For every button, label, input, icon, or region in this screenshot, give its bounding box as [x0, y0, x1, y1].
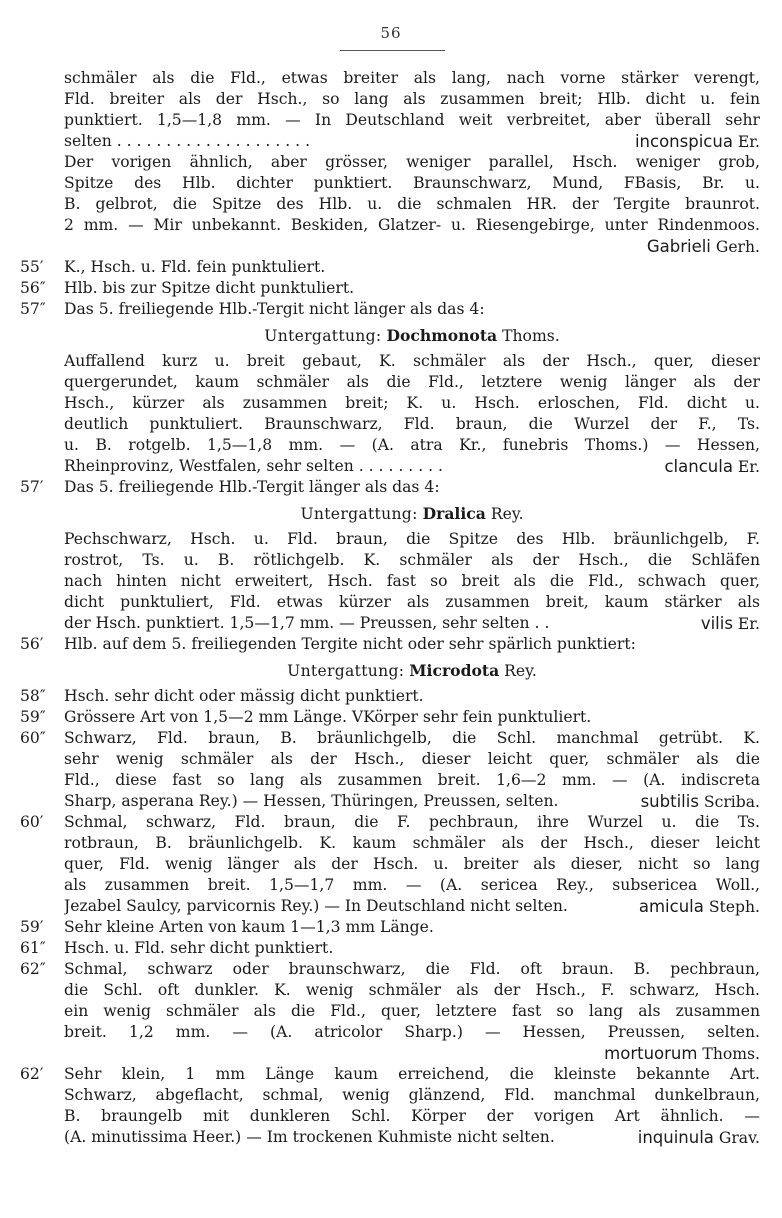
line-text: sehr wenig schmäler als der Hsch., dieser leicht quer, schmäler als die: [64, 750, 760, 768]
text-line: [20, 980, 760, 1001]
text-line: [20, 571, 760, 592]
couplet-number: 55′: [20, 258, 44, 276]
line-content: [64, 686, 760, 707]
species-name: vilis: [700, 614, 733, 633]
text-line: [20, 812, 760, 833]
line-text: (A. minutissima Heer.) — Im trockenen Kuhmiste nicht selten.: [64, 1128, 555, 1146]
line-text: Schwarz, abgeflacht, schmal, wenig glänzend, Fld. manchmal dunkelbraun,: [64, 1086, 760, 1104]
line-text: deutlich punktuliert. Braunschwarz, Fld. braun, die Wurzel der F., Ts.: [64, 415, 760, 433]
text-line: [20, 152, 760, 173]
text-line: [20, 477, 760, 498]
species-name: Gabrieli: [646, 237, 711, 256]
text-line: [20, 1043, 760, 1064]
text-line: [20, 634, 760, 655]
line-content: [64, 89, 760, 110]
line-text: 2 mm. — Mir unbekannt. Beskiden, Glatzer- u. Riesengebirge, unter Rindenmoos.: [64, 216, 760, 234]
line-text: Das 5. freiliegende Hlb.-Tergit nicht länger als das 4:: [64, 300, 485, 318]
line-text: Das 5. freiliegende Hlb.-Tergit länger als das 4:: [64, 478, 440, 496]
line-text: rostrot, Ts. u. B. rötlichgelb. K. schmäler als der Hsch., die Schläfen: [64, 551, 760, 569]
text-line: [20, 875, 760, 896]
text-line: [20, 351, 760, 372]
line-content: [64, 1106, 760, 1127]
subgenus-label: Untergattung:: [287, 662, 405, 680]
species-author: Grav.: [718, 1129, 760, 1147]
line-text: Schmal, schwarz, Fld. braun, die F. pechbraun, ihre Wurzel u. die Ts.: [64, 813, 760, 831]
line-content: [64, 770, 760, 791]
text-line: [20, 68, 760, 89]
couplet-number: 62′: [20, 1065, 44, 1083]
text-line: [20, 278, 760, 299]
line-content: [64, 613, 760, 635]
line-content: [64, 1127, 760, 1149]
couplet-number: 60″: [20, 729, 46, 747]
line-content: [64, 938, 760, 959]
line-content: [64, 152, 760, 173]
couplet-number: 60′: [20, 813, 44, 831]
line-content: [64, 173, 760, 194]
couplet-number: 59′: [20, 918, 44, 936]
text-line: [20, 613, 760, 634]
species-author: Scriba.: [703, 793, 760, 811]
line-content: [64, 215, 760, 236]
line-content: [64, 351, 760, 372]
line-text: K., Hsch. u. Fld. fein punktuliert.: [64, 258, 326, 276]
line-text: Sehr kleine Arten von kaum 1—1,3 mm Länge.: [64, 918, 434, 936]
subgenus-name: Microdota: [409, 661, 500, 680]
species-entry: [664, 456, 760, 478]
line-content: [64, 477, 760, 498]
text-line: [20, 456, 760, 477]
species-author: Steph.: [708, 898, 760, 916]
text-line: [20, 236, 760, 257]
line-content: [64, 1022, 760, 1043]
text-line: [20, 257, 760, 278]
line-text: B. gelbrot, die Spitze des Hlb. u. die schmalen HR. der Tergite braunrot.: [64, 195, 760, 213]
subgenus-heading: [20, 320, 760, 351]
couplet-number: 59″: [20, 708, 46, 726]
species-entry: [641, 791, 760, 813]
line-text: nach hinten nicht erweitert, Hsch. fast so breit als die Fld., schwach quer,: [64, 572, 760, 590]
species-name: mortuorum: [604, 1044, 698, 1063]
text-line: [20, 791, 760, 812]
text-line: [20, 686, 760, 707]
line-content: [64, 917, 760, 938]
line-text: Auffallend kurz u. breit gebaut, K. schmäler als der Hsch., quer, dieser: [64, 352, 760, 370]
line-content: [64, 372, 760, 393]
line-content: [64, 875, 760, 896]
line-content: [64, 414, 760, 435]
text-line: [20, 110, 760, 131]
line-text: Hsch., kürzer als zusammen breit; K. u. Hsch. erloschen, Fld. dicht u.: [64, 394, 760, 412]
line-content: [64, 194, 760, 215]
text-line: [20, 833, 760, 854]
page-number: 56: [380, 24, 402, 42]
line-content: [64, 592, 760, 613]
line-text: Fld. breiter als der Hsch., so lang als zusammen breit; Hlb. dicht u. fein: [64, 90, 760, 108]
line-text: Pechschwarz, Hsch. u. Fld. braun, die Spitze des Hlb. bräunlichgelb, F.: [64, 530, 760, 548]
line-text: quer, Fld. wenig länger als der Hsch. u. breiter als dieser, nicht so lang: [64, 855, 760, 873]
line-text: die Schl. oft dunkler. K. wenig schmäler als der Hsch., F. schwarz, Hsch.: [64, 981, 760, 999]
line-text: als zusammen breit. 1,5—1,7 mm. — (A. sericea Rey., subsericea Woll.,: [64, 876, 760, 894]
line-content: [64, 707, 760, 728]
line-content: [64, 435, 760, 456]
line-text: Hsch. sehr dicht oder mässig dicht punktiert.: [64, 687, 424, 705]
line-text: selten . . . . . . . . . . . . . . . . . . . .: [64, 132, 311, 150]
text-line: [20, 435, 760, 456]
subgenus-author: Rey.: [504, 662, 537, 680]
line-content: [64, 634, 760, 655]
text-line: [20, 89, 760, 110]
text-line: [20, 1127, 760, 1148]
line-content: [64, 1001, 760, 1022]
text-line: [20, 896, 760, 917]
species-author: Thoms.: [702, 1045, 760, 1063]
couplet-number: 62″: [20, 960, 46, 978]
species-entry: [647, 236, 760, 258]
text-line: [20, 707, 760, 728]
text-line: [20, 173, 760, 194]
species-author: Er.: [737, 133, 760, 151]
text-line: [20, 393, 760, 414]
key-text-body: [20, 68, 760, 1148]
species-name: inconspicua: [634, 132, 733, 151]
line-content: [64, 278, 760, 299]
species-author: Er.: [737, 615, 760, 633]
line-text: Sharp, asperana Rey.) — Hessen, Thüringen, Preussen, selten.: [64, 792, 559, 810]
line-text: dicht punktuliert, Fld. etwas kürzer als zusammen breit, kaum stärker als: [64, 593, 760, 611]
line-text: Hlb. bis zur Spitze dicht punktuliert.: [64, 279, 355, 297]
subgenus-label: Untergattung:: [264, 327, 382, 345]
couplet-number: 58″: [20, 687, 46, 705]
subgenus-heading: [20, 655, 760, 686]
line-content: [64, 571, 760, 592]
text-line: [20, 1064, 760, 1085]
text-line: [20, 728, 760, 749]
line-text: rotbraun, B. bräunlichgelb. K. kaum schmäler als der Hsch., dieser leicht: [64, 834, 760, 852]
line-content: [64, 812, 760, 833]
couplet-number: 56″: [20, 279, 46, 297]
line-content: [64, 68, 760, 89]
couplet-number: 61″: [20, 939, 46, 957]
text-line: [20, 770, 760, 791]
text-line: [20, 749, 760, 770]
text-line: [20, 414, 760, 435]
line-content: [64, 550, 760, 571]
subgenus-author: Thoms.: [502, 327, 560, 345]
line-text: Hlb. auf dem 5. freiliegenden Tergite nicht oder sehr spärlich punktiert:: [64, 635, 636, 653]
subgenus-name: Dochmonota: [386, 326, 498, 345]
line-content: [64, 456, 760, 478]
line-text: Fld., diese fast so lang als zusammen breit. 1,6—2 mm. — (A. indiscreta: [64, 771, 760, 789]
species-entry: [639, 896, 760, 918]
line-text: u. B. rotgelb. 1,5—1,8 mm. — (A. atra Kr., funebris Thoms.) — Hessen,: [64, 436, 760, 454]
line-text: Jezabel Saulcy, parvicornis Rey.) — In Deutschland nicht selten.: [64, 897, 568, 915]
species-name: inquinula: [637, 1128, 714, 1147]
text-line: [20, 592, 760, 613]
species-entry: [638, 1127, 760, 1149]
line-content: [64, 833, 760, 854]
text-line: [20, 299, 760, 320]
species-author: Er.: [737, 458, 760, 476]
text-line: [20, 1085, 760, 1106]
line-text: Grössere Art von 1,5—2 mm Länge. VKörper sehr fein punktuliert.: [64, 708, 592, 726]
species-entry: [604, 1043, 760, 1065]
line-text: ein wenig schmäler als die Fld., quer, letztere fast so lang als zusammen: [64, 1002, 760, 1020]
line-text: punktiert. 1,5—1,8 mm. — In Deutschland weit verbreitet, aber überall sehr: [64, 111, 760, 129]
text-line: [20, 529, 760, 550]
line-content: [64, 728, 760, 749]
species-name: clancula: [664, 457, 733, 476]
line-text: Der vorigen ähnlich, aber grösser, weniger parallel, Hsch. weniger grob,: [64, 153, 760, 171]
line-text: Schmal, schwarz oder braunschwarz, die Fld. oft braun. B. pechbraun,: [64, 960, 760, 978]
text-line: [20, 959, 760, 980]
couplet-number: 57′: [20, 478, 44, 496]
subgenus-name: Dralica: [422, 504, 486, 523]
line-content: [64, 393, 760, 414]
line-content: [64, 896, 760, 918]
species-entry: [701, 613, 760, 635]
header-rule: [340, 50, 445, 51]
line-content: [64, 1085, 760, 1106]
line-text: schmäler als die Fld., etwas breiter als lang, nach vorne stärker verengt,: [64, 69, 760, 87]
text-line: [20, 938, 760, 959]
line-content: [64, 299, 760, 320]
line-text: der Hsch. punktiert. 1,5—1,7 mm. — Preussen, sehr selten . .: [64, 614, 550, 632]
line-content: [64, 257, 760, 278]
line-content: [64, 854, 760, 875]
couplet-number: 57″: [20, 300, 46, 318]
line-text: Schwarz, Fld. braun, B. bräunlichgelb, die Schl. manchmal getrübt. K.: [64, 729, 760, 747]
text-line: [20, 550, 760, 571]
text-line: [20, 1022, 760, 1043]
species-author: Gerh.: [715, 238, 760, 256]
text-line: [20, 194, 760, 215]
subgenus-heading: [20, 498, 760, 529]
text-line: [20, 1106, 760, 1127]
couplet-number: 56′: [20, 635, 44, 653]
line-content: [64, 529, 760, 550]
species-name: amicula: [638, 897, 704, 916]
text-line: [20, 131, 760, 152]
line-text: Spitze des Hlb. dichter punktiert. Braunschwarz, Mund, FBasis, Br. u.: [64, 174, 760, 192]
species-entry: [635, 131, 760, 153]
line-content: [64, 1043, 760, 1065]
line-content: [64, 791, 760, 813]
text-line: [20, 854, 760, 875]
species-name: subtilis: [640, 792, 699, 811]
subgenus-author: Rey.: [490, 505, 524, 523]
line-content: [64, 236, 760, 258]
line-text: B. braungelb mit dunkleren Schl. Körper der vorigen Art ähnlich. —: [64, 1107, 760, 1125]
line-text: Hsch. u. Fld. sehr dicht punktiert.: [64, 939, 334, 957]
text-line: [20, 1001, 760, 1022]
line-text: breit. 1,2 mm. — (A. atricolor Sharp.) — Hessen, Preussen, selten.: [64, 1023, 760, 1041]
line-content: [64, 110, 760, 131]
line-content: [64, 1064, 760, 1085]
line-text: quergerundet, kaum schmäler als die Fld., letztere wenig länger als der: [64, 373, 760, 391]
line-content: [64, 131, 760, 153]
text-line: [20, 917, 760, 938]
line-content: [64, 749, 760, 770]
line-text: Rheinprovinz, Westfalen, sehr selten . . . . . . . . .: [64, 457, 443, 475]
text-line: [20, 372, 760, 393]
line-content: [64, 959, 760, 980]
line-text: Sehr klein, 1 mm Länge kaum erreichend, die kleinste bekannte Art.: [64, 1065, 760, 1083]
text-line: [20, 215, 760, 236]
subgenus-label: Untergattung:: [300, 505, 418, 523]
line-content: [64, 980, 760, 1001]
